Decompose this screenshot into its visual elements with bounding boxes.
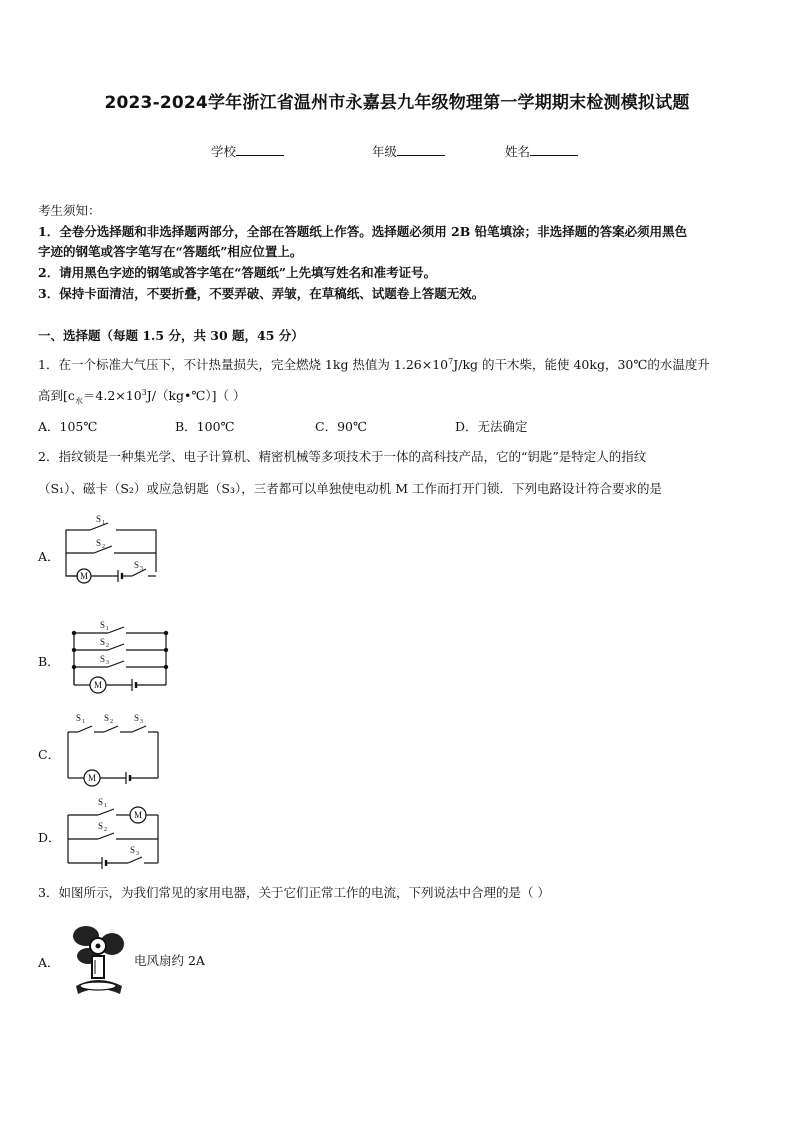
q2-circuit-a[interactable] <box>60 510 190 600</box>
q3-line-1: 3．如图所示，为我们常见的家用电器，关于它们正常工作的电流，下列说法中合理的是（ ） <box>38 885 550 900</box>
circuit-b-motor-label: M <box>94 680 103 690</box>
q2-option-b-label[interactable]: B． <box>38 654 60 669</box>
electric-fan-icon <box>66 922 128 998</box>
circuit-b-s1-label: S <box>100 620 106 630</box>
q2-option-d-label[interactable]: D． <box>38 830 61 845</box>
name-blank <box>530 144 578 156</box>
q1-option-b[interactable]: B．100℃ <box>175 419 235 434</box>
circuit-c-s3-label: S <box>134 713 140 723</box>
q1-line-2-a: 高到[c <box>38 388 75 404</box>
circuit-b-s3-sub: 3 <box>106 660 109 666</box>
q2-circuit-c[interactable] <box>62 710 172 790</box>
q2-line-2: （S₁）、磁卡（S₂）或应急钥匙（S₃），三者都可以单独使电动机 M 工作而打开门锁．下列电路设计符合要求的是 <box>38 481 662 496</box>
grade-field <box>372 142 445 160</box>
circuit-d-s1-sub: 1 <box>104 803 107 809</box>
q1-option-a[interactable]: A．105℃ <box>38 419 98 434</box>
name-field <box>505 142 578 160</box>
q2-circuit-b[interactable] <box>62 617 182 699</box>
name-label: 姓名 <box>505 144 531 159</box>
notice-item-3: 3．保持卡面清洁，不要折叠，不要弄破、弄皱，在草稿纸、试题卷上答题无效。 <box>38 286 485 301</box>
circuit-b-s2-sub: 2 <box>106 643 109 649</box>
circuit-d-s2-label: S <box>98 821 104 831</box>
circuit-c-s3-sub: 3 <box>140 719 143 725</box>
circuit-a-motor-label: M <box>80 571 89 581</box>
q1-line-1-b: J/kg 的干木柴，能使 40kg，30℃的水温度升 <box>453 357 710 373</box>
q2-option-c-label[interactable]: C． <box>38 747 61 762</box>
notice-item-2: 2．请用黑色字迹的钢笔或答字笔在“答题纸”上先填写姓名和准考证号。 <box>38 265 437 280</box>
circuit-a-s3-label: S <box>134 560 140 570</box>
q1-line-2 <box>38 385 246 410</box>
q1-option-d[interactable]: D．无法确定 <box>455 419 528 434</box>
q1-option-c[interactable]: C．90℃ <box>315 419 367 434</box>
circuit-d-s3-sub: 3 <box>136 851 139 857</box>
circuit-b-s1-sub: 1 <box>106 626 109 632</box>
circuit-a-s1-label: S <box>96 514 102 524</box>
q2-circuit-d[interactable] <box>62 795 172 875</box>
grade-blank <box>397 144 445 156</box>
section-1-heading: 一、选择题（每题 1.5 分，共 30 题，45 分） <box>38 328 304 343</box>
q3-option-a-text: 电风扇约 2A <box>134 953 205 968</box>
school-label: 学校 <box>211 144 237 159</box>
circuit-a-s3-sub: 3 <box>140 566 143 572</box>
q1-line-1 <box>38 354 710 373</box>
circuit-c-s1-label: S <box>76 713 82 723</box>
circuit-d-motor-label: M <box>134 810 143 820</box>
circuit-b-s3-label: S <box>100 654 106 664</box>
q1-line-2-b: ＝4.2×10 <box>82 388 142 404</box>
q3-option-a-label[interactable]: A． <box>38 955 60 970</box>
q1-line-1-a: 1．在一个标准大气压下，不计热量损失，完全燃烧 1kg 热值为 1.26×10 <box>38 357 449 373</box>
circuit-c-s1-sub: 1 <box>82 719 85 725</box>
circuit-d-s1-label: S <box>98 797 104 807</box>
circuit-b-s2-label: S <box>100 637 106 647</box>
notice-item-1-line-1: 1．全卷分选择题和非选择题两部分，全部在答题纸上作答。选择题必须用 2B 铅笔填涂；非选择题的答案必须用黑色 <box>38 224 688 239</box>
circuit-c-s2-sub: 2 <box>110 719 113 725</box>
circuit-a-s2-label: S <box>96 538 102 548</box>
q1-exp-7: 7 <box>448 357 454 366</box>
school-blank <box>236 144 284 156</box>
circuit-c-motor-label: M <box>88 773 97 783</box>
notice-heading: 考生须知： <box>38 203 101 218</box>
circuit-c-s2-label: S <box>104 713 110 723</box>
circuit-a-s2-sub: 2 <box>102 544 105 550</box>
q1-line-2-c: J/（kg•℃）]（ ） <box>146 388 246 404</box>
notice-item-1-line-2: 字迹的钢笔或答字笔写在“答题纸”相应位置上。 <box>38 244 303 259</box>
q1-sub-water: 水 <box>74 396 83 406</box>
q2-option-a-label[interactable]: A． <box>38 549 60 564</box>
circuit-a-s1-sub: 1 <box>102 520 105 526</box>
circuit-d-s2-sub: 2 <box>104 827 107 833</box>
q2-line-1: 2．指纹锁是一种集光学、电子计算机、精密机械等多项技术于一体的高科技产品，它的“钥匙”是特定人的指纹 <box>38 449 647 464</box>
grade-label: 年级 <box>372 144 398 159</box>
circuit-d-s3-label: S <box>130 845 136 855</box>
school-field <box>211 142 284 160</box>
page-title: 2023-2024学年浙江省温州市永嘉县九年级物理第一学期期末检测模拟试题 <box>104 93 690 113</box>
q1-exp-3: 3 <box>141 388 147 397</box>
